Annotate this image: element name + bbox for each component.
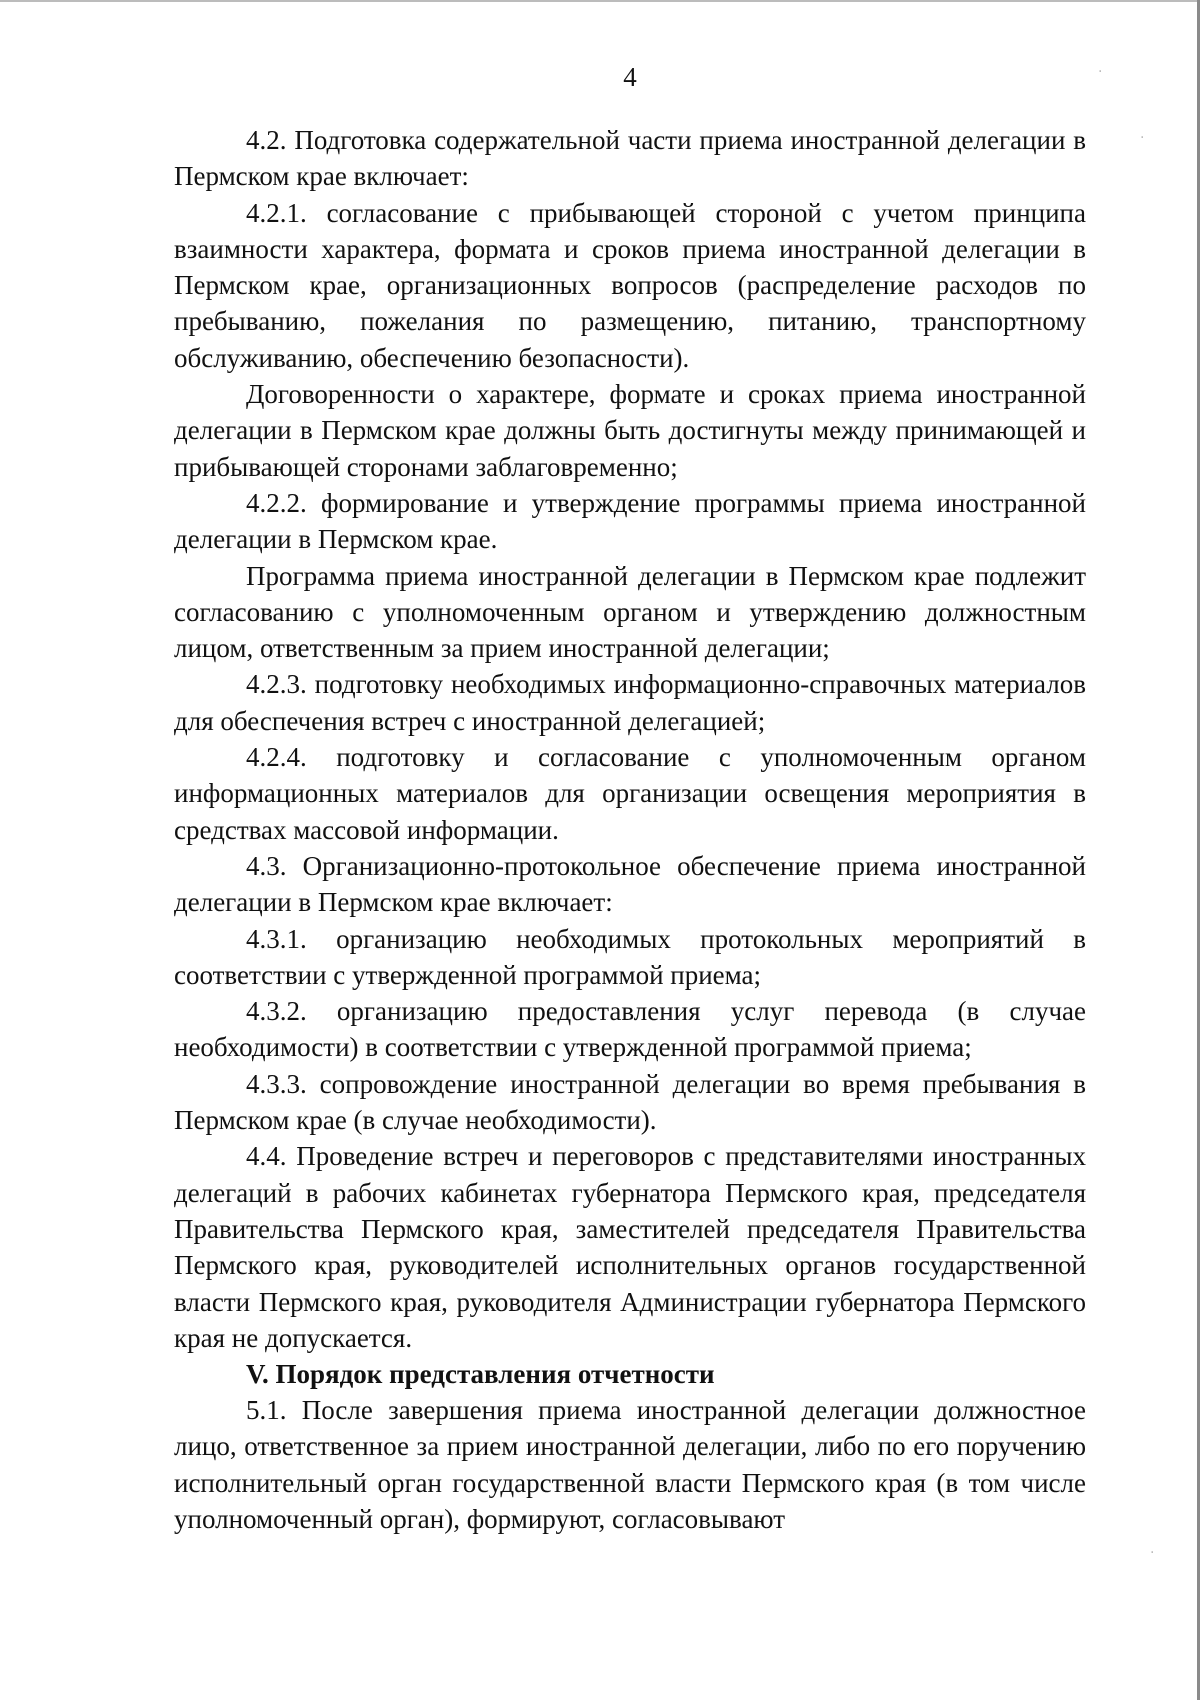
paragraph: 4.2. Подготовка содержательной части приема иностранной делегации в Пермском крае включает: bbox=[174, 125, 1086, 192]
scan-speck: · bbox=[1140, 130, 1145, 146]
paragraph: Программа приема иностранной делегации в Пермском крае подлежит согласованию с уполномоченным органом и утверждению должностным лицом, ответственным за прием иностранной делегации; bbox=[174, 560, 1086, 664]
paragraph: 4.2.1. согласование с прибывающей стороной с учетом принципа взаимности характера, формата и сроков приема иностранной делегации в Пермском крае, организационных вопросов (распределение расходов по пребыванию, пожелания по размещению, питанию, транспортному обслуживанию, обеспечению безопасности). bbox=[174, 197, 1086, 373]
scan-speck: · bbox=[1150, 1545, 1155, 1561]
paragraph: 4.3.2. организацию предоставления услуг перевода (в случае необходимости) в соответствии с утвержденной программой приема; bbox=[174, 996, 1086, 1063]
section-heading: V. Порядок представления отчетности bbox=[246, 1359, 715, 1390]
paragraph: 4.2.2. формирование и утверждение программы приема иностранной делегации в Пермском крае. bbox=[174, 487, 1086, 555]
scan-top-edge bbox=[0, 0, 1200, 2]
scan-speck: · bbox=[1098, 64, 1103, 80]
paragraph: 4.3.3. сопровождение иностранной делегации во время пребывания в Пермском крае (в случае необходимости). bbox=[174, 1068, 1086, 1136]
paragraph: 4.3.1. организацию необходимых протокольных мероприятий в соответствии с утвержденной программой приема; bbox=[174, 923, 1086, 990]
paragraph: 4.4. Проведение встреч и переговоров с представителями иностранных делегаций в рабочих кабинетах губернатора Пермского края, председателя Правительства Пермского края, заместителей председателя Правительства Пермского края, руководителей исполнительных органов государственной власти Пермского края, руководителя Администрации губернатора Пермского края не допускается. bbox=[174, 1141, 1086, 1353]
paragraph: 5.1. После завершения приема иностранной делегации должностное лицо, ответственное за прием иностранной делегации, либо по его поручению исполнительный орган государственной власти Пермского края (в том числе уполномоченный орган), формируют, согласовывают bbox=[174, 1395, 1086, 1534]
document-body bbox=[174, 122, 1086, 1537]
paragraph: Договоренности о характере, формате и сроках приема иностранной делегации в Пермском крае должны быть достигнуты между принимающей и прибывающей сторонами заблаговременно; bbox=[174, 379, 1086, 482]
page-number: 4 bbox=[623, 62, 637, 92]
paragraph: 4.3. Организационно-протокольное обеспечение приема иностранной делегации в Пермском крае включает: bbox=[174, 850, 1086, 918]
paragraph: 4.2.4. подготовку и согласование с уполномоченным органом информационных материалов для организации освещения мероприятия в средствах массовой информации. bbox=[174, 742, 1086, 845]
paragraph: 4.2.3. подготовку необходимых информационно-справочных материалов для обеспечения встреч с иностранной делегацией; bbox=[174, 669, 1086, 736]
